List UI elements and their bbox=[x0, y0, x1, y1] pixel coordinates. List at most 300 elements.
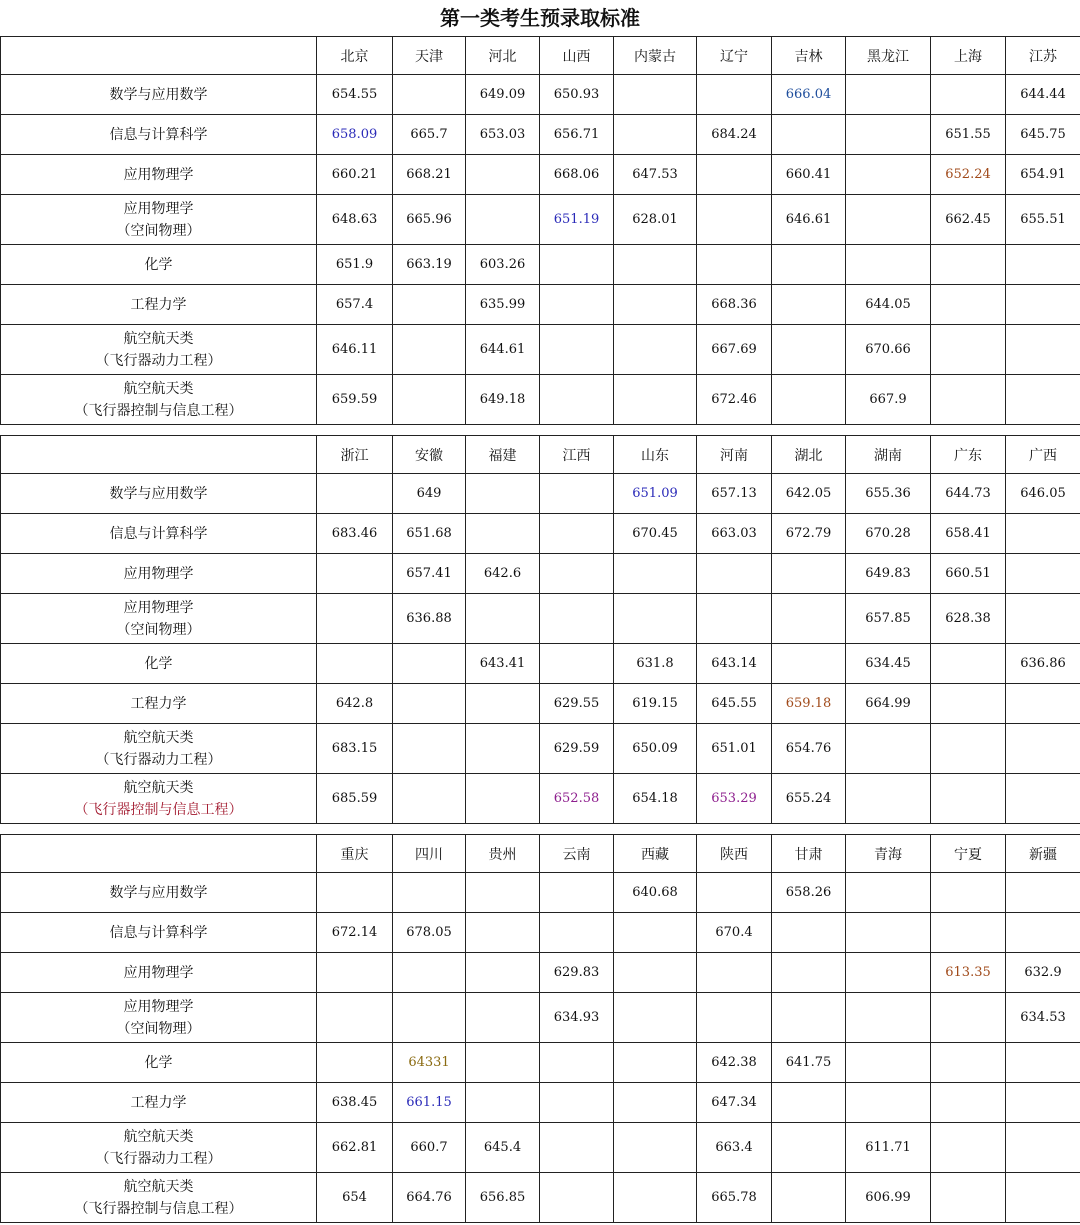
major-label-line: 航空航天类 bbox=[123, 1128, 194, 1145]
score-cell bbox=[393, 774, 466, 824]
score-cell bbox=[540, 594, 614, 644]
major-label-line: （飞行器控制与信息工程） bbox=[74, 1200, 243, 1217]
score-cell: 611.71 bbox=[846, 1123, 931, 1173]
score-cell: 670.28 bbox=[846, 514, 931, 554]
major-label-line: 应用物理学 bbox=[123, 599, 194, 616]
province-header: 浙江 bbox=[317, 436, 393, 474]
province-header: 陕西 bbox=[697, 835, 772, 873]
major-label bbox=[1, 724, 317, 774]
major-label bbox=[1, 1083, 317, 1123]
score-cell bbox=[846, 155, 931, 195]
score-cell: 619.15 bbox=[614, 684, 697, 724]
score-cell: 672.14 bbox=[317, 913, 393, 953]
score-cell: 661.15 bbox=[393, 1083, 466, 1123]
major-label bbox=[1, 873, 317, 913]
major-label bbox=[1, 325, 317, 375]
score-cell bbox=[540, 554, 614, 594]
province-header: 重庆 bbox=[317, 835, 393, 873]
score-cell bbox=[317, 474, 393, 514]
score-cell bbox=[772, 285, 846, 325]
score-cell: 642.6 bbox=[466, 554, 540, 594]
score-cell bbox=[1006, 1083, 1080, 1123]
score-cell bbox=[466, 774, 540, 824]
province-header: 云南 bbox=[540, 835, 614, 873]
score-cell bbox=[1006, 514, 1080, 554]
major-label-line: （空间物理） bbox=[116, 1020, 201, 1037]
score-cell bbox=[466, 1083, 540, 1123]
score-cell: 644.73 bbox=[931, 474, 1006, 514]
province-header: 上海 bbox=[931, 37, 1006, 75]
score-cell bbox=[393, 285, 466, 325]
score-cell bbox=[1006, 1173, 1080, 1223]
province-header: 湖北 bbox=[772, 436, 846, 474]
score-cell: 647.53 bbox=[614, 155, 697, 195]
major-label-line: 航空航天类 bbox=[123, 330, 194, 347]
score-cell: 657.4 bbox=[317, 285, 393, 325]
table-row bbox=[1, 554, 1080, 594]
score-cell bbox=[466, 684, 540, 724]
score-cell bbox=[697, 554, 772, 594]
score-cell: 644.44 bbox=[1006, 75, 1080, 115]
score-cell bbox=[317, 554, 393, 594]
score-cell: 654.18 bbox=[614, 774, 697, 824]
score-cell: 665.7 bbox=[393, 115, 466, 155]
score-cell bbox=[772, 993, 846, 1043]
admission-tables bbox=[0, 36, 1080, 1223]
table-row bbox=[1, 1083, 1080, 1123]
score-cell: 672.79 bbox=[772, 514, 846, 554]
score-cell: 683.15 bbox=[317, 724, 393, 774]
score-cell: 646.61 bbox=[772, 195, 846, 245]
province-header: 天津 bbox=[393, 37, 466, 75]
header-corner-cell bbox=[1, 37, 317, 75]
major-label-line: （飞行器动力工程） bbox=[95, 352, 222, 369]
score-cell: 653.03 bbox=[466, 115, 540, 155]
major-label bbox=[1, 75, 317, 115]
score-cell: 660.41 bbox=[772, 155, 846, 195]
province-header: 青海 bbox=[846, 835, 931, 873]
score-cell bbox=[540, 1173, 614, 1223]
score-cell bbox=[466, 155, 540, 195]
province-header-row bbox=[1, 835, 1080, 873]
province-header: 贵州 bbox=[466, 835, 540, 873]
table-row bbox=[1, 774, 1080, 824]
table-row bbox=[1, 724, 1080, 774]
score-cell bbox=[772, 1173, 846, 1223]
province-header: 宁夏 bbox=[931, 835, 1006, 873]
score-cell: 651.19 bbox=[540, 195, 614, 245]
score-cell: 645.4 bbox=[466, 1123, 540, 1173]
major-label bbox=[1, 554, 317, 594]
score-cell: 635.99 bbox=[466, 285, 540, 325]
score-cell bbox=[540, 325, 614, 375]
score-cell: 628.01 bbox=[614, 195, 697, 245]
score-cell bbox=[1006, 594, 1080, 644]
score-cell bbox=[846, 1043, 931, 1083]
table-row bbox=[1, 75, 1080, 115]
table-row bbox=[1, 195, 1080, 245]
score-cell: 657.85 bbox=[846, 594, 931, 644]
score-cell bbox=[1006, 774, 1080, 824]
province-header: 内蒙古 bbox=[614, 37, 697, 75]
table-row bbox=[1, 913, 1080, 953]
major-label-line: 应用物理学 bbox=[123, 200, 194, 217]
score-cell bbox=[931, 873, 1006, 913]
section-gap bbox=[0, 824, 1080, 834]
score-cell: 670.66 bbox=[846, 325, 931, 375]
score-cell: 649.83 bbox=[846, 554, 931, 594]
score-cell bbox=[1006, 245, 1080, 285]
province-header: 广西 bbox=[1006, 436, 1080, 474]
score-cell: 667.9 bbox=[846, 375, 931, 425]
major-label bbox=[1, 1043, 317, 1083]
score-cell: 645.55 bbox=[697, 684, 772, 724]
major-label-line: 应用物理学 bbox=[123, 998, 194, 1015]
score-cell bbox=[772, 245, 846, 285]
score-cell: 649.18 bbox=[466, 375, 540, 425]
score-cell bbox=[846, 873, 931, 913]
table-row bbox=[1, 644, 1080, 684]
score-cell: 654.91 bbox=[1006, 155, 1080, 195]
score-cell bbox=[772, 913, 846, 953]
score-cell bbox=[614, 594, 697, 644]
score-cell: 652.58 bbox=[540, 774, 614, 824]
score-cell: 666.04 bbox=[772, 75, 846, 115]
province-header: 安徽 bbox=[393, 436, 466, 474]
score-cell: 664.99 bbox=[846, 684, 931, 724]
score-cell: 643.14 bbox=[697, 644, 772, 684]
province-header: 河北 bbox=[466, 37, 540, 75]
table-row bbox=[1, 285, 1080, 325]
score-cell: 650.09 bbox=[614, 724, 697, 774]
province-header: 广东 bbox=[931, 436, 1006, 474]
score-cell bbox=[772, 554, 846, 594]
score-cell: 649 bbox=[393, 474, 466, 514]
major-label bbox=[1, 644, 317, 684]
score-cell bbox=[931, 285, 1006, 325]
score-cell bbox=[540, 1123, 614, 1173]
province-header: 辽宁 bbox=[697, 37, 772, 75]
province-header: 山西 bbox=[540, 37, 614, 75]
score-cell: 655.24 bbox=[772, 774, 846, 824]
score-cell: 647.34 bbox=[697, 1083, 772, 1123]
province-header: 河南 bbox=[697, 436, 772, 474]
score-cell: 613.35 bbox=[931, 953, 1006, 993]
score-cell bbox=[846, 993, 931, 1043]
score-cell bbox=[772, 375, 846, 425]
score-cell: 652.24 bbox=[931, 155, 1006, 195]
score-cell: 651.09 bbox=[614, 474, 697, 514]
score-cell: 654.76 bbox=[772, 724, 846, 774]
score-cell bbox=[317, 644, 393, 684]
major-label-line: 应用物理学 bbox=[123, 565, 194, 582]
score-cell bbox=[614, 285, 697, 325]
score-cell bbox=[697, 873, 772, 913]
score-cell bbox=[466, 953, 540, 993]
score-cell bbox=[1006, 913, 1080, 953]
score-cell bbox=[846, 774, 931, 824]
score-cell: 651.9 bbox=[317, 245, 393, 285]
score-cell bbox=[931, 325, 1006, 375]
score-cell: 668.36 bbox=[697, 285, 772, 325]
score-cell: 684.24 bbox=[697, 115, 772, 155]
score-cell bbox=[466, 913, 540, 953]
major-label bbox=[1, 1123, 317, 1173]
section-gap bbox=[0, 425, 1080, 435]
score-cell: 653.29 bbox=[697, 774, 772, 824]
province-header-row bbox=[1, 436, 1080, 474]
score-cell bbox=[1006, 1043, 1080, 1083]
major-label-line: 工程力学 bbox=[130, 695, 187, 712]
score-cell: 665.96 bbox=[393, 195, 466, 245]
major-label-line: 化学 bbox=[144, 1054, 173, 1071]
score-cell bbox=[1006, 375, 1080, 425]
score-cell bbox=[614, 1173, 697, 1223]
major-label bbox=[1, 953, 317, 993]
major-label-line: 数学与应用数学 bbox=[109, 86, 208, 103]
score-cell: 651.01 bbox=[697, 724, 772, 774]
score-cell: 665.78 bbox=[697, 1173, 772, 1223]
major-label-line: 航空航天类 bbox=[123, 1178, 194, 1195]
score-cell: 662.45 bbox=[931, 195, 1006, 245]
major-label-line: 数学与应用数学 bbox=[109, 485, 208, 502]
score-cell bbox=[317, 953, 393, 993]
province-header: 甘肃 bbox=[772, 835, 846, 873]
score-cell bbox=[697, 245, 772, 285]
score-cell bbox=[614, 953, 697, 993]
score-cell bbox=[393, 953, 466, 993]
score-cell: 646.05 bbox=[1006, 474, 1080, 514]
table-row bbox=[1, 155, 1080, 195]
score-cell: 646.11 bbox=[317, 325, 393, 375]
score-cell bbox=[614, 993, 697, 1043]
score-cell bbox=[540, 514, 614, 554]
score-cell bbox=[772, 1123, 846, 1173]
score-cell bbox=[1006, 873, 1080, 913]
score-cell bbox=[1006, 285, 1080, 325]
score-cell: 638.45 bbox=[317, 1083, 393, 1123]
score-cell: 663.19 bbox=[393, 245, 466, 285]
major-label-line: 化学 bbox=[144, 655, 173, 672]
score-cell: 659.59 bbox=[317, 375, 393, 425]
score-cell: 664.76 bbox=[393, 1173, 466, 1223]
score-cell: 658.26 bbox=[772, 873, 846, 913]
score-cell bbox=[1006, 325, 1080, 375]
score-cell bbox=[614, 913, 697, 953]
score-cell: 659.18 bbox=[772, 684, 846, 724]
table-row bbox=[1, 115, 1080, 155]
score-cell bbox=[931, 375, 1006, 425]
province-header: 吉林 bbox=[772, 37, 846, 75]
score-cell bbox=[466, 594, 540, 644]
score-cell bbox=[772, 953, 846, 993]
score-cell bbox=[772, 1083, 846, 1123]
major-label-line: 航空航天类 bbox=[123, 779, 194, 796]
score-cell bbox=[697, 75, 772, 115]
score-cell bbox=[540, 873, 614, 913]
major-label bbox=[1, 1173, 317, 1223]
score-cell: 651.55 bbox=[931, 115, 1006, 155]
major-label bbox=[1, 155, 317, 195]
score-cell: 683.46 bbox=[317, 514, 393, 554]
score-cell bbox=[317, 873, 393, 913]
score-cell: 642.05 bbox=[772, 474, 846, 514]
score-cell bbox=[540, 474, 614, 514]
score-cell: 645.75 bbox=[1006, 115, 1080, 155]
score-cell: 654 bbox=[317, 1173, 393, 1223]
score-cell: 657.13 bbox=[697, 474, 772, 514]
major-label bbox=[1, 993, 317, 1043]
major-label bbox=[1, 594, 317, 644]
major-label bbox=[1, 684, 317, 724]
score-cell bbox=[1006, 684, 1080, 724]
score-cell bbox=[466, 993, 540, 1043]
score-cell bbox=[931, 913, 1006, 953]
score-cell bbox=[466, 724, 540, 774]
score-cell bbox=[317, 1043, 393, 1083]
header-corner-cell bbox=[1, 436, 317, 474]
score-cell bbox=[614, 1123, 697, 1173]
major-label-line: 应用物理学 bbox=[123, 166, 194, 183]
province-header: 湖南 bbox=[846, 436, 931, 474]
major-label bbox=[1, 913, 317, 953]
score-cell: 654.55 bbox=[317, 75, 393, 115]
score-cell bbox=[393, 724, 466, 774]
score-cell bbox=[393, 375, 466, 425]
score-cell bbox=[931, 644, 1006, 684]
major-label bbox=[1, 514, 317, 554]
major-label-line: （飞行器动力工程） bbox=[95, 1150, 222, 1167]
score-cell bbox=[697, 993, 772, 1043]
score-table-section-2 bbox=[0, 435, 1080, 824]
score-cell bbox=[393, 325, 466, 375]
score-cell: 629.55 bbox=[540, 684, 614, 724]
score-cell: 648.63 bbox=[317, 195, 393, 245]
major-label-line: 数学与应用数学 bbox=[109, 884, 208, 901]
table-row bbox=[1, 873, 1080, 913]
score-cell bbox=[931, 75, 1006, 115]
major-label-line: 信息与计算科学 bbox=[109, 525, 208, 542]
score-cell bbox=[931, 1123, 1006, 1173]
major-label-line: （飞行器控制与信息工程） bbox=[74, 801, 243, 818]
score-cell: 668.21 bbox=[393, 155, 466, 195]
score-cell bbox=[697, 594, 772, 644]
score-cell bbox=[540, 285, 614, 325]
score-cell: 644.05 bbox=[846, 285, 931, 325]
score-cell bbox=[614, 325, 697, 375]
score-cell bbox=[317, 993, 393, 1043]
score-cell: 660.21 bbox=[317, 155, 393, 195]
table-row bbox=[1, 474, 1080, 514]
score-cell: 636.88 bbox=[393, 594, 466, 644]
score-cell: 663.4 bbox=[697, 1123, 772, 1173]
score-cell bbox=[846, 245, 931, 285]
score-cell: 629.59 bbox=[540, 724, 614, 774]
score-cell: 606.99 bbox=[846, 1173, 931, 1223]
table-row bbox=[1, 684, 1080, 724]
score-cell bbox=[846, 115, 931, 155]
score-cell bbox=[540, 913, 614, 953]
score-cell: 636.86 bbox=[1006, 644, 1080, 684]
table-row bbox=[1, 375, 1080, 425]
score-cell bbox=[697, 195, 772, 245]
score-cell bbox=[772, 594, 846, 644]
score-cell bbox=[931, 684, 1006, 724]
province-header: 江苏 bbox=[1006, 37, 1080, 75]
score-cell bbox=[614, 115, 697, 155]
score-cell: 631.8 bbox=[614, 644, 697, 684]
score-cell bbox=[772, 644, 846, 684]
major-label bbox=[1, 285, 317, 325]
score-cell bbox=[846, 75, 931, 115]
province-header: 西藏 bbox=[614, 835, 697, 873]
score-cell bbox=[1006, 724, 1080, 774]
score-cell bbox=[614, 75, 697, 115]
score-cell bbox=[393, 993, 466, 1043]
major-label bbox=[1, 375, 317, 425]
major-label bbox=[1, 774, 317, 824]
major-label-line: 信息与计算科学 bbox=[109, 924, 208, 941]
score-cell bbox=[1006, 1123, 1080, 1173]
score-cell bbox=[697, 953, 772, 993]
score-cell: 672.46 bbox=[697, 375, 772, 425]
score-cell bbox=[317, 594, 393, 644]
table-row bbox=[1, 953, 1080, 993]
score-cell bbox=[1006, 554, 1080, 594]
score-cell bbox=[846, 1083, 931, 1123]
score-cell bbox=[466, 195, 540, 245]
score-cell: 667.69 bbox=[697, 325, 772, 375]
header-corner-cell bbox=[1, 835, 317, 873]
score-cell: 670.4 bbox=[697, 913, 772, 953]
score-cell: 642.8 bbox=[317, 684, 393, 724]
province-header-row bbox=[1, 37, 1080, 75]
table-row bbox=[1, 1173, 1080, 1223]
score-cell: 640.68 bbox=[614, 873, 697, 913]
major-label-line: 工程力学 bbox=[130, 1094, 187, 1111]
score-cell: 660.7 bbox=[393, 1123, 466, 1173]
score-cell bbox=[540, 1043, 614, 1083]
province-header: 福建 bbox=[466, 436, 540, 474]
score-cell: 629.83 bbox=[540, 953, 614, 993]
score-cell: 668.06 bbox=[540, 155, 614, 195]
score-cell: 660.51 bbox=[931, 554, 1006, 594]
score-cell: 685.59 bbox=[317, 774, 393, 824]
score-cell: 678.05 bbox=[393, 913, 466, 953]
major-label-line: 化学 bbox=[144, 256, 173, 273]
score-cell: 642.38 bbox=[697, 1043, 772, 1083]
score-cell bbox=[466, 1043, 540, 1083]
score-cell: 658.09 bbox=[317, 115, 393, 155]
score-cell: 657.41 bbox=[393, 554, 466, 594]
major-label-line: （飞行器控制与信息工程） bbox=[74, 402, 243, 419]
score-cell: 655.36 bbox=[846, 474, 931, 514]
score-cell: 658.41 bbox=[931, 514, 1006, 554]
province-header: 北京 bbox=[317, 37, 393, 75]
table-row bbox=[1, 1043, 1080, 1083]
score-cell: 634.53 bbox=[1006, 993, 1080, 1043]
score-cell bbox=[931, 1173, 1006, 1223]
score-cell bbox=[466, 474, 540, 514]
table-row bbox=[1, 993, 1080, 1043]
province-header: 黑龙江 bbox=[846, 37, 931, 75]
province-header: 四川 bbox=[393, 835, 466, 873]
score-cell: 651.68 bbox=[393, 514, 466, 554]
score-cell bbox=[931, 1043, 1006, 1083]
score-cell: 656.71 bbox=[540, 115, 614, 155]
score-cell bbox=[614, 554, 697, 594]
score-cell bbox=[614, 245, 697, 285]
